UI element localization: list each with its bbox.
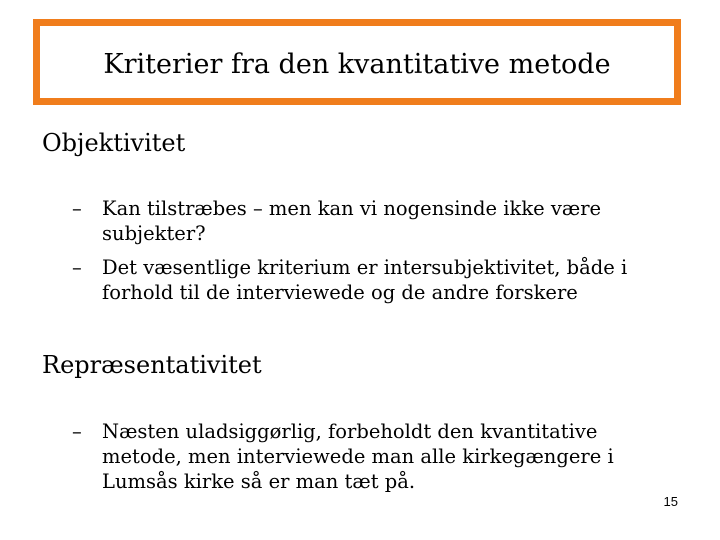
title-box	[33, 19, 681, 105]
bullet-text: Næsten uladsiggørlig, forbeholdt den kvantitative metode, men interviewede man alle kirkegængere i Lumsås kirke så er man tæt på.	[102, 420, 614, 493]
bullet-item	[72, 255, 670, 305]
page-number: 15	[663, 494, 678, 509]
bullet-dash: –	[72, 197, 82, 220]
bullet-item	[72, 419, 670, 494]
bullet-item	[72, 196, 670, 246]
section-heading-objektivitet: Objektivitet	[42, 129, 186, 157]
slide-title: Kriterier fra den kvantitative metode	[103, 48, 611, 80]
bullet-dash: –	[72, 256, 82, 279]
bullet-dash: –	[72, 420, 82, 443]
bullet-text: Kan tilstræbes – men kan vi nogensinde ikke være subjekter?	[102, 197, 602, 245]
section-heading-repraesentativitet: Repræsentativitet	[42, 351, 262, 379]
bullet-text: Det væsentlige kriterium er intersubjektivitet, både i forhold til de interviewede og de andre forskere	[102, 256, 628, 304]
